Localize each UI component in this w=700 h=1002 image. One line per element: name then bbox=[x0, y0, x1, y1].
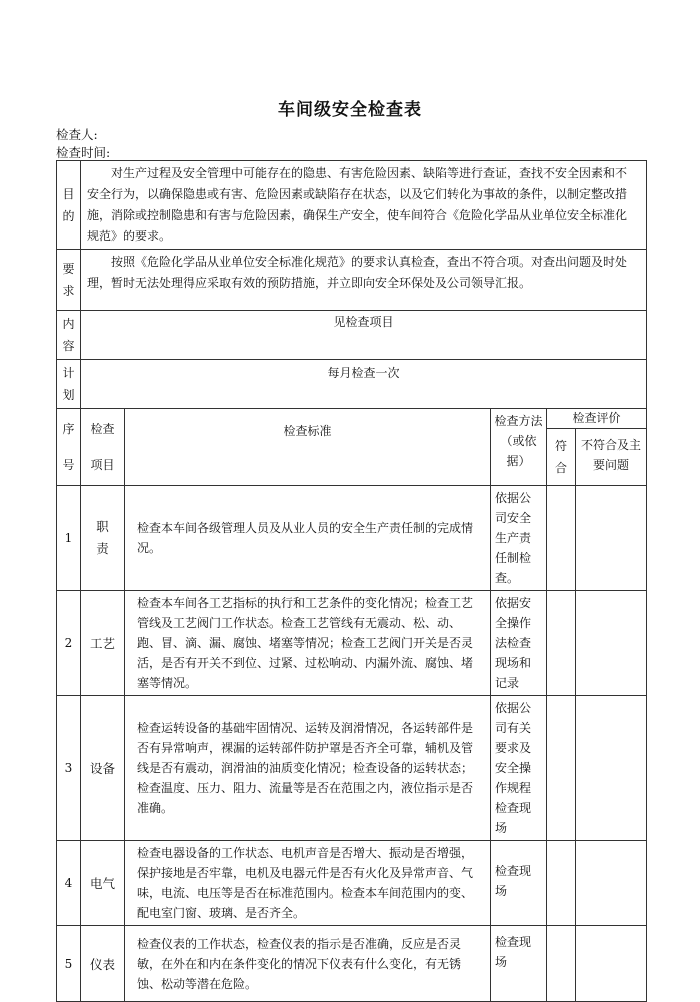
content-row bbox=[57, 311, 647, 360]
header-fail: 不符合及主要问题 bbox=[576, 428, 647, 485]
table-row bbox=[57, 486, 647, 591]
purpose-text: 对生产过程及安全管理中可能存在的隐患、有害危险因素、缺陷等进行查证，查找不安全因素和不安全行为，以确保隐患或有害、危险因素或缺陷存在状态，以及它们转化为事故的条件，以制定整改措施，消除或控制隐患和有害与危险因素，确保生产安全，使车间符合《危险化学品从业单位安全标准化规范》的要求。 bbox=[81, 161, 647, 250]
plan-text: 每月检查一次 bbox=[81, 360, 647, 409]
row-standard: 检查电器设备的工作状态、电机声音是否增大、振动是否增强，保护接地是否牢靠，电机及电器元件是否有火化及异常声音、气味，电流、电压等是否在标准范围内。检查本车间范围内的变、配电室门窗、玻璃、是否齐全。 bbox=[125, 841, 491, 926]
row-fail-cell[interactable] bbox=[576, 841, 647, 926]
row-method: 依据公司安全生产责任制检查。 bbox=[491, 486, 547, 591]
row-item: 工艺 bbox=[81, 591, 125, 696]
header-pass: 符合 bbox=[547, 428, 576, 485]
requirement-text: 按照《危险化学品从业单位安全标准化规范》的要求认真检查，查出不符合项。对查出问题及时处理，暂时无法处理得应采取有效的预防措施，并立即向安全环保处及公司领导汇报。 bbox=[81, 250, 647, 311]
row-standard: 检查运转设备的基础牢固情况、运转及润滑情况，各运转部件是否有异常响声，裸漏的运转部件防护罩是否齐全可靠，辅机及管线是否有震动，润滑油的油质变化情况；检查设备的运转状态；检查温度、压力、阻力、流量等是否在范围之内，液位指示是否准确。 bbox=[125, 696, 491, 841]
inspector-label: 检查人: bbox=[56, 127, 98, 142]
row-item: 电气 bbox=[81, 841, 125, 926]
row-pass-cell[interactable] bbox=[547, 841, 576, 926]
row-item: 仪表 bbox=[81, 926, 125, 1002]
row-standard: 检查仪表的工作状态，检查仪表的指示是否准确，反应是否灵敏，在外在和内在条件变化的情况下仪表有什么变化，有无锈蚀、松动等潜在危险。 bbox=[125, 926, 491, 1002]
row-fail-cell[interactable] bbox=[576, 926, 647, 1002]
table-row bbox=[57, 696, 647, 841]
row-method: 依据公司有关要求及安全操作规程检查现场 bbox=[491, 696, 547, 841]
row-number: 1 bbox=[57, 486, 81, 591]
row-method: 检查现场 bbox=[491, 926, 547, 1002]
header-seq-char: 号 bbox=[62, 458, 75, 472]
header-seq-char: 序 bbox=[62, 422, 75, 436]
row-pass-cell[interactable] bbox=[547, 486, 576, 591]
plan-label bbox=[57, 360, 81, 409]
header-evaluation: 检查评价 bbox=[547, 409, 647, 429]
requirement-row bbox=[57, 250, 647, 311]
header-item-line: 项目 bbox=[90, 458, 115, 472]
row-number: 3 bbox=[57, 696, 81, 841]
row-item: 职责 bbox=[81, 486, 125, 591]
safety-checklist-table bbox=[56, 160, 647, 1002]
plan-label-char: 划 bbox=[62, 388, 75, 402]
row-pass-cell[interactable] bbox=[547, 926, 576, 1002]
requirement-label bbox=[57, 250, 81, 311]
inspection-time-label: 检查时间: bbox=[56, 145, 111, 160]
row-number: 5 bbox=[57, 926, 81, 1002]
table-row bbox=[57, 841, 647, 926]
header-item-line: 检查 bbox=[90, 422, 115, 436]
row-item: 设备 bbox=[81, 696, 125, 841]
purpose-label-char: 目 bbox=[62, 187, 75, 201]
row-method: 依据安全操作法检查现场和记录 bbox=[491, 591, 547, 696]
header-method: 检查方法（或依据） bbox=[491, 409, 547, 486]
row-number: 2 bbox=[57, 591, 81, 696]
content-label-char: 容 bbox=[62, 339, 75, 353]
row-standard: 检查本车间各级管理人员及从业人员的安全生产责任制的完成情况。 bbox=[125, 486, 491, 591]
row-pass-cell[interactable] bbox=[547, 591, 576, 696]
header-item bbox=[81, 409, 125, 486]
plan-label-char: 计 bbox=[62, 366, 75, 380]
content-label-char: 内 bbox=[62, 317, 75, 331]
content-text: 见检查项目 bbox=[81, 311, 647, 360]
page-title: 车间级安全检查表 bbox=[278, 100, 422, 120]
row-number: 4 bbox=[57, 841, 81, 926]
row-method: 检查现场 bbox=[491, 841, 547, 926]
purpose-row bbox=[57, 161, 647, 250]
table-row bbox=[57, 926, 647, 1002]
requirement-label-char: 要 bbox=[62, 262, 75, 276]
header-seq bbox=[57, 409, 81, 486]
row-pass-cell[interactable] bbox=[547, 696, 576, 841]
header-standard: 检查标准 bbox=[125, 409, 491, 486]
row-fail-cell[interactable] bbox=[576, 696, 647, 841]
requirement-label-char: 求 bbox=[62, 284, 75, 298]
row-standard: 检查本车间各工艺指标的执行和工艺条件的变化情况；检查工艺管线及工艺阀门工作状态。检查工艺管线有无震动、松、动、跑、冒、滴、漏、腐蚀、堵塞等情况；检查工艺阀门开关是否灵活，是否有开关不到位、过紧、过松响动、内漏外流、腐蚀、堵塞等情况。 bbox=[125, 591, 491, 696]
plan-row bbox=[57, 360, 647, 409]
purpose-label-char: 的 bbox=[62, 209, 75, 223]
purpose-label bbox=[57, 161, 81, 250]
header-row-1 bbox=[57, 409, 647, 429]
table-row bbox=[57, 591, 647, 696]
content-label bbox=[57, 311, 81, 360]
row-fail-cell[interactable] bbox=[576, 591, 647, 696]
row-fail-cell[interactable] bbox=[576, 486, 647, 591]
